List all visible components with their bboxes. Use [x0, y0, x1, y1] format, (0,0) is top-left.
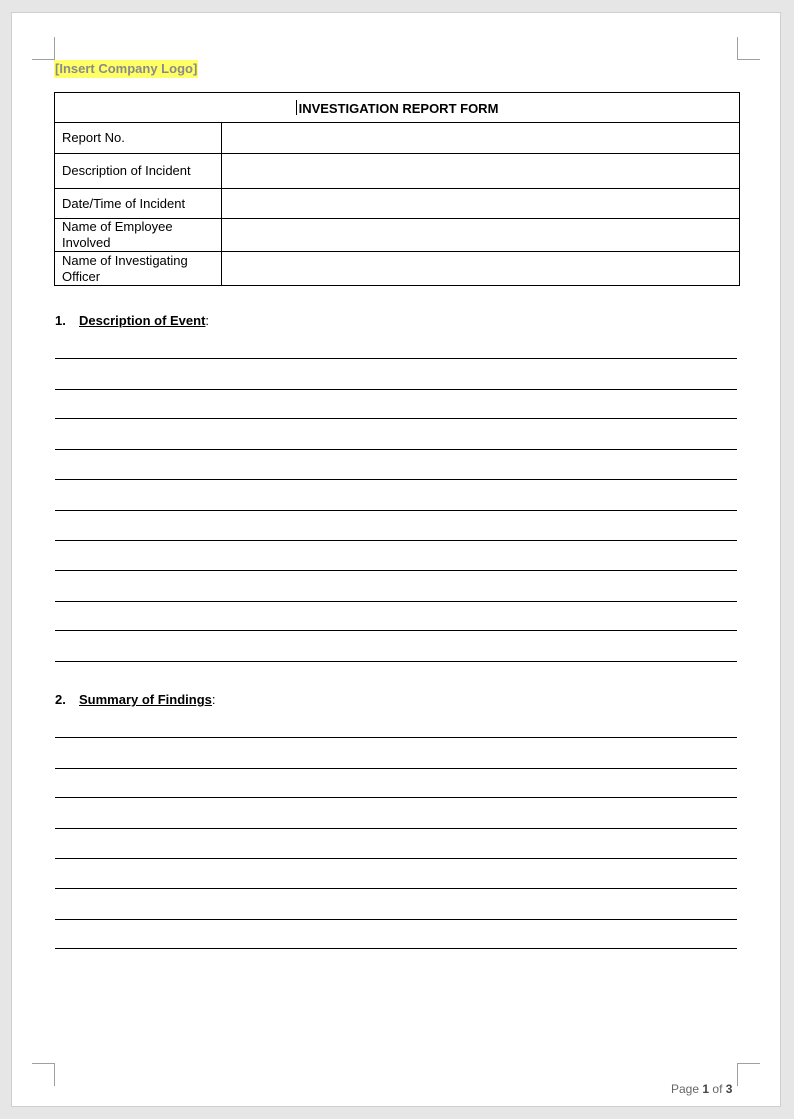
field-label-date-time: Date/Time of Incident: [55, 189, 222, 219]
section-colon: :: [211, 692, 216, 707]
report-form-table: [54, 92, 740, 286]
writing-line[interactable]: [55, 449, 737, 450]
document-page: [11, 12, 781, 1107]
writing-line[interactable]: [55, 948, 737, 949]
crop-mark-bottom-right: [737, 1063, 760, 1086]
text-cursor: [296, 100, 297, 115]
section-title: Summary of Findings: [79, 692, 212, 707]
writing-line[interactable]: [55, 797, 737, 798]
footer-total-pages: 3: [725, 1082, 733, 1096]
field-value-investigating-officer[interactable]: [222, 252, 740, 286]
company-logo-placeholder[interactable]: [Insert Company Logo]: [55, 61, 198, 76]
page-number-footer: [671, 1082, 732, 1096]
writing-line[interactable]: [55, 888, 737, 889]
writing-line[interactable]: [55, 510, 737, 511]
form-title-cell[interactable]: [55, 93, 740, 123]
writing-line[interactable]: [55, 358, 737, 359]
field-value-employee-name[interactable]: [222, 219, 740, 252]
section-number: 2.: [55, 692, 66, 707]
crop-mark-top-right: [737, 37, 760, 60]
form-title: INVESTIGATION REPORT FORM: [298, 100, 499, 116]
writing-line[interactable]: [55, 630, 737, 631]
writing-line[interactable]: [55, 540, 737, 541]
section-heading-description-of-event: [55, 313, 209, 328]
section-title: Description of Event: [79, 313, 206, 328]
footer-page-word: Page: [671, 1082, 700, 1096]
field-value-description-of-incident[interactable]: [222, 154, 740, 189]
writing-line[interactable]: [55, 418, 737, 419]
crop-mark-bottom-left: [32, 1063, 55, 1086]
section-colon: :: [205, 313, 210, 328]
writing-line[interactable]: [55, 768, 737, 769]
writing-line[interactable]: [55, 601, 737, 602]
writing-line[interactable]: [55, 661, 737, 662]
writing-line[interactable]: [55, 737, 737, 738]
field-label-employee-name: Name of Employee Involved: [55, 219, 222, 252]
writing-line[interactable]: [55, 389, 737, 390]
section-number: 1.: [55, 313, 66, 328]
writing-line[interactable]: [55, 858, 737, 859]
field-value-date-time[interactable]: [222, 189, 740, 219]
writing-line[interactable]: [55, 570, 737, 571]
section-heading-summary-of-findings: [55, 692, 216, 707]
writing-line[interactable]: [55, 828, 737, 829]
writing-line[interactable]: [55, 479, 737, 480]
field-label-report-no: Report No.: [55, 123, 222, 154]
writing-line[interactable]: [55, 919, 737, 920]
field-label-investigating-officer: Name of Investigating Officer: [55, 252, 222, 286]
field-label-description-of-incident: Description of Incident: [55, 154, 222, 189]
field-value-report-no[interactable]: [222, 123, 740, 154]
crop-mark-top-left: [32, 37, 55, 60]
footer-current-page: 1: [702, 1082, 710, 1096]
footer-of-word: of: [712, 1082, 723, 1096]
